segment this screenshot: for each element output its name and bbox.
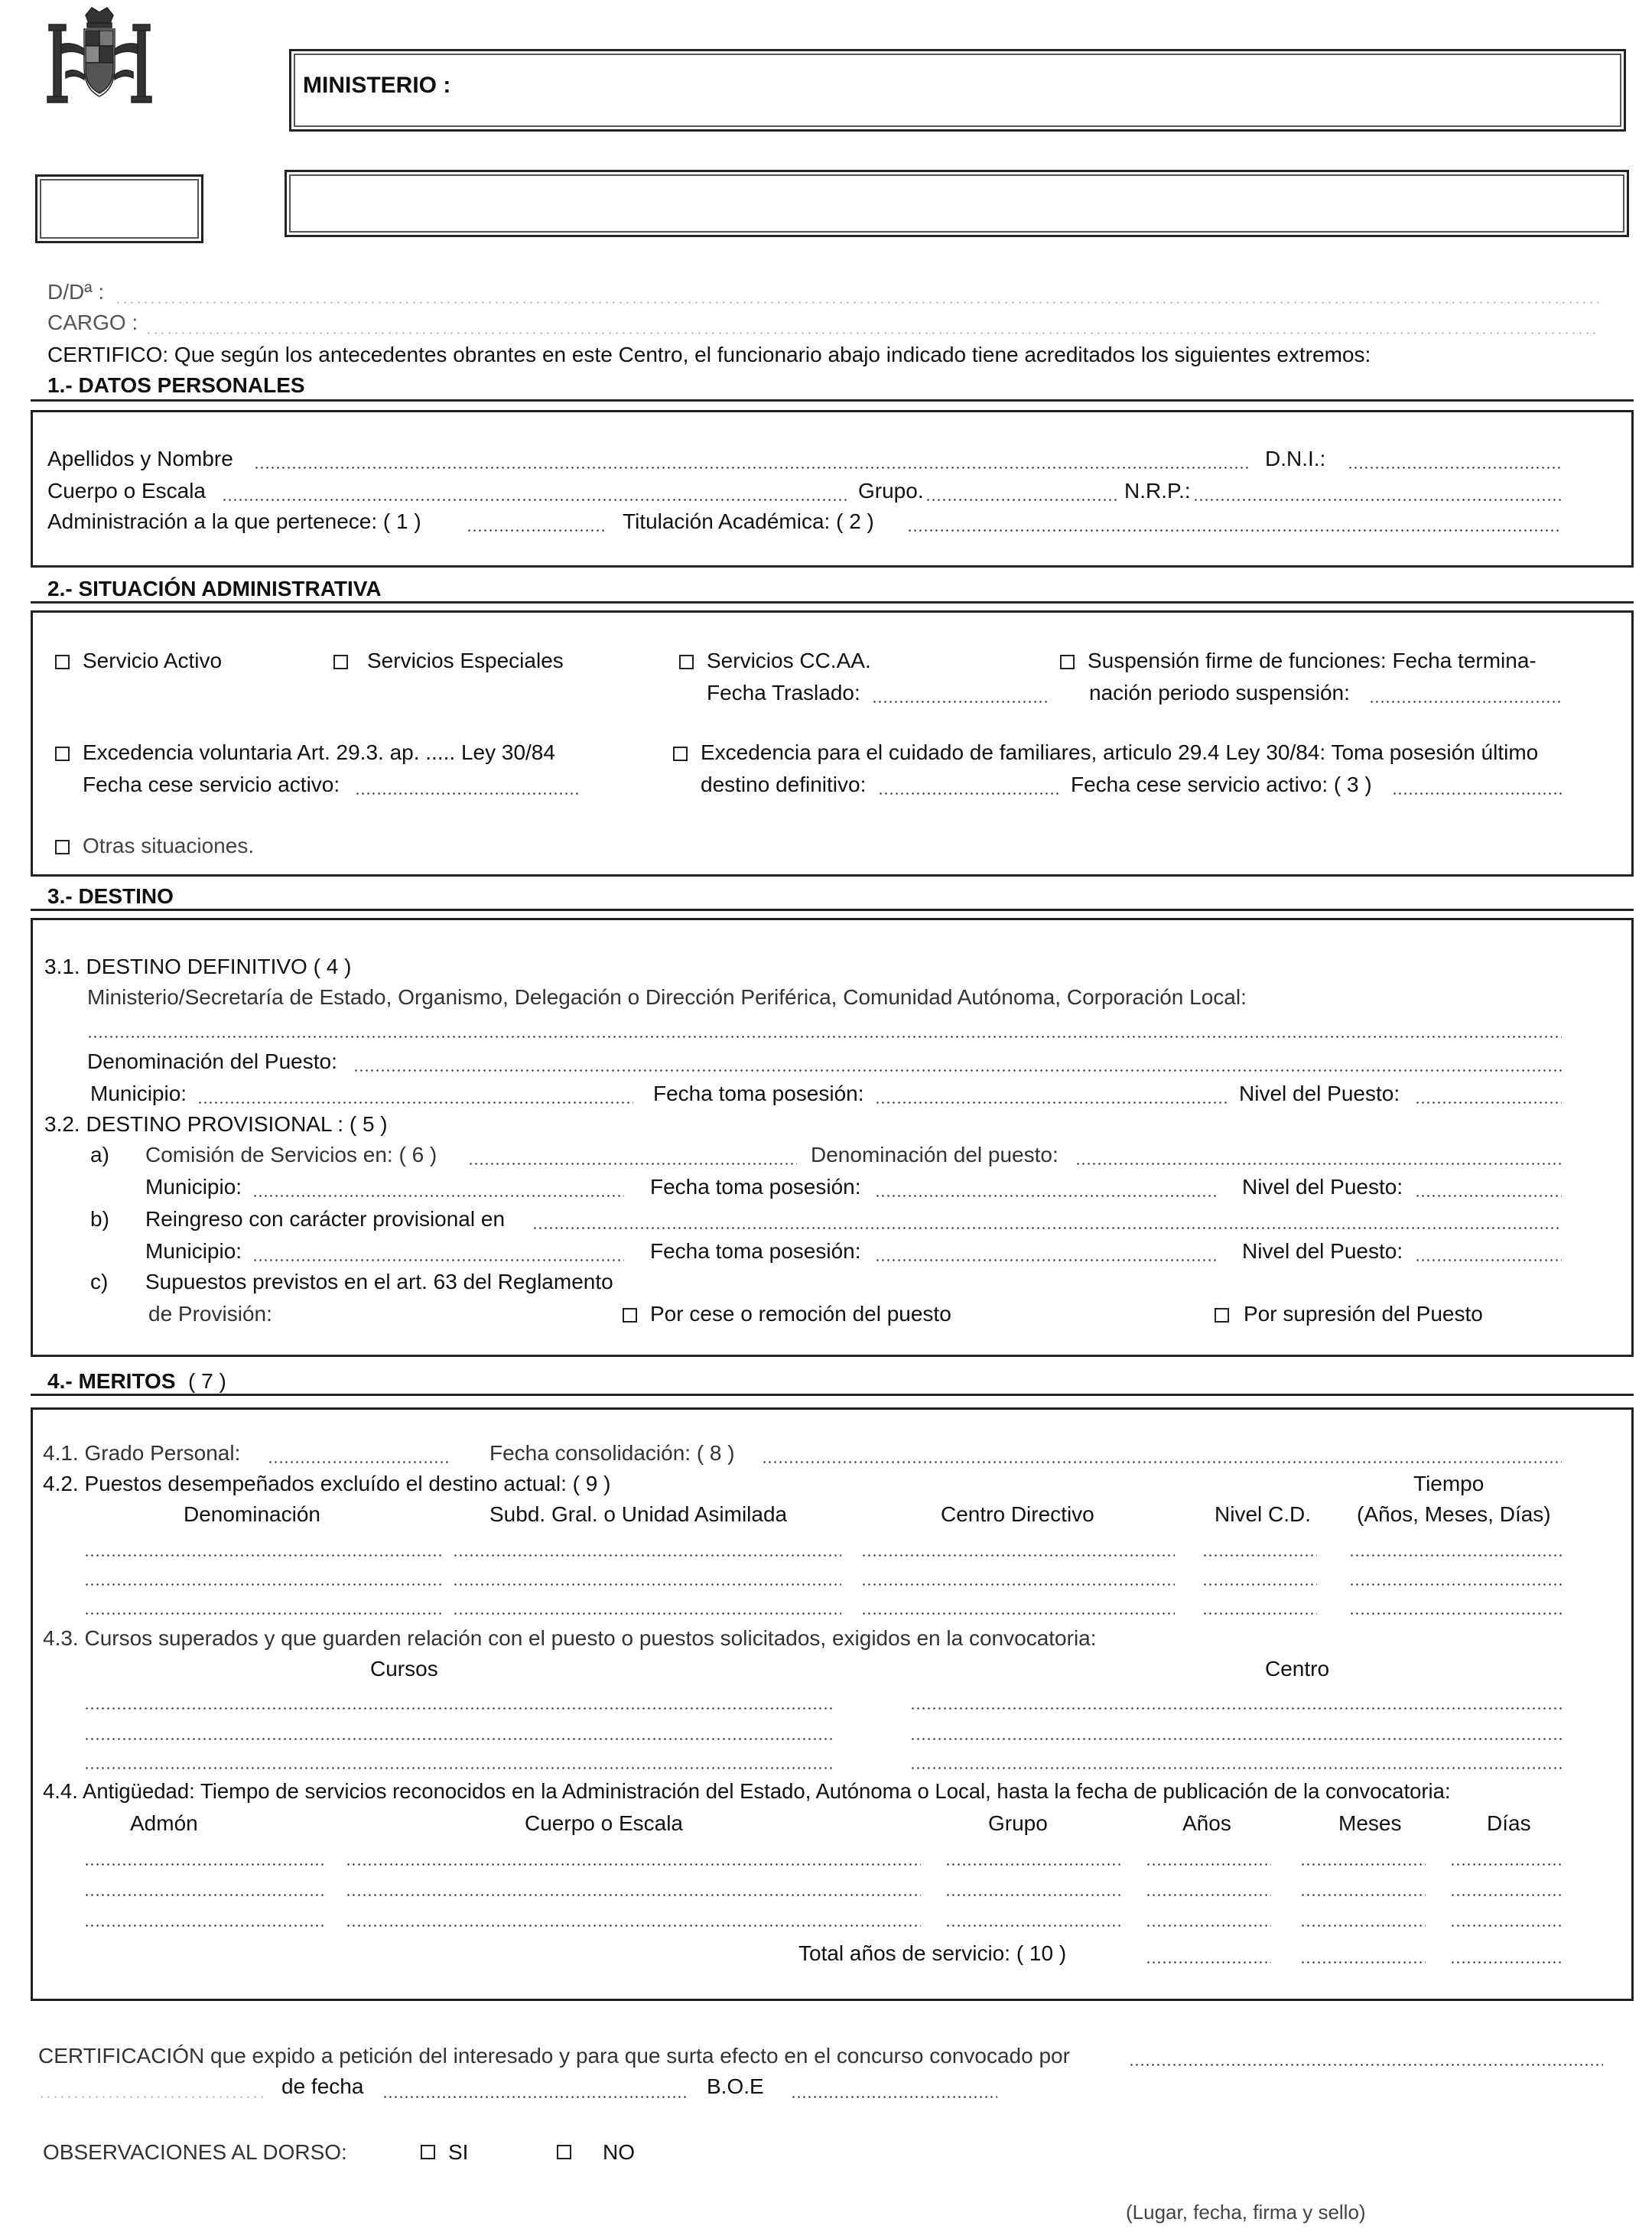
section-1-box	[31, 410, 1634, 568]
ministerio-organismo-field[interactable]	[87, 1036, 1562, 1038]
antiguedad-row-1-cuerpo[interactable]	[346, 1863, 921, 1866]
excedencia-voluntaria-label-2: Fecha cese servicio activo:	[83, 773, 340, 796]
servicio-activo-checkbox[interactable]	[55, 655, 70, 669]
provisional-a-municipio-field[interactable]	[252, 1195, 624, 1197]
denominacion-puesto-field[interactable]	[353, 1069, 1562, 1072]
antiguedad-row-1-admon[interactable]	[84, 1863, 326, 1866]
col-denominacion: Denominación	[184, 1502, 320, 1526]
nrp-label: N.R.P.:	[1124, 479, 1191, 503]
section-2-title: 2.- SITUACIÓN ADMINISTRATIVA	[47, 577, 382, 600]
total-anos-label: Total años de servicio: ( 10 )	[798, 1941, 1067, 1965]
col-centro-directivo: Centro Directivo	[941, 1502, 1094, 1526]
reingreso-label: Reingreso con carácter provisional en	[145, 1207, 506, 1231]
provisional-a-fecha-toma-label: Fecha toma posesión:	[650, 1175, 861, 1199]
cargo-field[interactable]	[145, 332, 1598, 334]
col-grupo: Grupo	[988, 1811, 1048, 1835]
titulacion-field[interactable]	[907, 529, 1562, 532]
destino-definitivo-field[interactable]	[878, 792, 1062, 795]
code-box[interactable]	[35, 174, 203, 243]
grado-personal-label: 4.1. Grado Personal:	[43, 1441, 241, 1465]
antiguedad-row-1-anos[interactable]	[1146, 1863, 1271, 1866]
excedencia-familiares-label-2b: Fecha cese servicio activo: ( 3 )	[1071, 773, 1372, 796]
apellidos-field[interactable]	[254, 467, 1248, 469]
section-1-title: 1.- DATOS PERSONALES	[47, 373, 305, 397]
col-centro: Centro	[1265, 1657, 1330, 1681]
ministerio-label: MINISTERIO :	[303, 73, 451, 98]
section-1-underline	[31, 399, 1634, 402]
provisional-b-municipio-field[interactable]	[252, 1259, 624, 1261]
de-fecha-label: de fecha	[281, 2074, 364, 2098]
total-dias-field[interactable]	[1450, 1961, 1562, 1964]
excedencia-familiares-label-1: Excedencia para el cuidado de familiares, articulo 29.4 Ley 30/84: Toma posesión último	[701, 740, 1539, 764]
fecha-traslado-label: Fecha Traslado:	[707, 681, 860, 704]
fecha-consolidacion-label: Fecha consolidación: ( 8 )	[489, 1441, 735, 1465]
fecha-consolidacion-field[interactable]	[762, 1461, 1562, 1463]
boe-field[interactable]	[791, 2096, 997, 2098]
definitivo-municipio-field[interactable]	[197, 1101, 633, 1104]
de-fecha-field[interactable]	[382, 2096, 688, 2098]
destino-definitivo-heading: 3.1. DESTINO DEFINITIVO ( 4 )	[44, 955, 352, 978]
por-supresion-checkbox[interactable]	[1215, 1308, 1229, 1323]
cursos-row-2-centro[interactable]	[910, 1738, 1562, 1740]
item-a-label: a)	[90, 1143, 109, 1166]
provisional-a-nivel-field[interactable]	[1415, 1195, 1562, 1197]
provisional-b-nivel-label: Nivel del Puesto:	[1242, 1239, 1403, 1263]
titulacion-label: Titulación Académica: ( 2 )	[623, 509, 874, 533]
provisional-a-nivel-label: Nivel del Puesto:	[1242, 1175, 1403, 1199]
puestos-row-2-subd[interactable]	[453, 1583, 841, 1586]
servicios-especiales-label: Servicios Especiales	[367, 649, 564, 672]
concurso-field[interactable]	[1129, 2064, 1603, 2066]
suspension-label-2: nación periodo suspensión:	[1089, 681, 1350, 704]
reingreso-field[interactable]	[532, 1227, 1562, 1229]
tiempo-header: Tiempo	[1413, 1472, 1485, 1495]
puestos-row-1-centro[interactable]	[861, 1554, 1175, 1557]
denominacion-puesto-label: Denominación del Puesto:	[87, 1049, 337, 1073]
antiguedad-row-2-dias[interactable]	[1450, 1894, 1562, 1896]
puestos-row-3-nivel[interactable]	[1202, 1612, 1317, 1615]
cursos-row-3-curso[interactable]	[84, 1767, 834, 1769]
observaciones-no-label: NO	[603, 2140, 635, 2164]
antiguedad-row-3-grupo[interactable]	[945, 1925, 1123, 1927]
section-4-box	[31, 1407, 1634, 2001]
observaciones-no-checkbox[interactable]	[557, 2145, 571, 2159]
provisional-a-municipio-label: Municipio:	[145, 1175, 242, 1199]
provisional-b-nivel-field[interactable]	[1415, 1259, 1562, 1261]
certificacion-text: CERTIFICACIÓN que expido a petición del interesado y para que surta efecto en el concurso convocado por	[38, 2044, 1070, 2068]
observaciones-label: OBSERVACIONES AL DORSO:	[43, 2140, 347, 2164]
otras-situaciones-checkbox[interactable]	[55, 840, 70, 854]
observaciones-si-checkbox[interactable]	[421, 2145, 435, 2159]
antiguedad-label: 4.4. Antigüedad: Tiempo de servicios reconocidos en la Administración del Estado, Autónoma o Local, hasta la fecha de publicación de la convocatoria:	[43, 1779, 1451, 1803]
total-meses-field[interactable]	[1300, 1961, 1426, 1964]
antiguedad-row-2-anos[interactable]	[1146, 1894, 1271, 1896]
definitivo-nivel-label: Nivel del Puesto:	[1239, 1082, 1400, 1105]
antiguedad-row-1-meses[interactable]	[1300, 1863, 1426, 1866]
item-b-label: b)	[90, 1207, 109, 1231]
cursos-superados-label: 4.3. Cursos superados y que guarden relación con el puesto o puestos solicitados, exigidos en la convocatoria:	[43, 1626, 1097, 1650]
cuerpo-label: Cuerpo o Escala	[47, 479, 206, 503]
definitivo-fecha-toma-label: Fecha toma posesión:	[653, 1082, 864, 1105]
suspension-checkbox[interactable]	[1060, 655, 1075, 669]
ministerio-box[interactable]	[289, 49, 1626, 132]
section-4-underline	[31, 1394, 1634, 1396]
supuestos-label-2: de Provisión:	[148, 1302, 272, 1326]
servicios-especiales-checkbox[interactable]	[333, 655, 348, 669]
puestos-row-3-subd[interactable]	[453, 1612, 841, 1615]
antiguedad-row-1-dias[interactable]	[1450, 1863, 1562, 1866]
total-anos-field[interactable]	[1146, 1961, 1271, 1964]
puestos-desempenados-label: 4.2. Puestos desempeñados excluído el destino actual: ( 9 )	[43, 1472, 611, 1495]
dni-field[interactable]	[1348, 467, 1562, 469]
servicio-activo-label: Servicio Activo	[83, 649, 223, 672]
puestos-row-3-tiempo[interactable]	[1349, 1612, 1562, 1615]
antiguedad-row-3-meses[interactable]	[1300, 1925, 1426, 1927]
cursos-row-3-centro[interactable]	[910, 1767, 1562, 1769]
antiguedad-row-1-grupo[interactable]	[945, 1863, 1123, 1866]
excedencia-voluntaria-label-1: Excedencia voluntaria Art. 29.3. ap. ..... Ley 30/84	[83, 740, 555, 764]
lugar-fecha-firma-label: (Lugar, fecha, firma y sello)	[1126, 2201, 1366, 2224]
ministerio-organismo-label: Ministerio/Secretaría de Estado, Organismo, Delegación o Dirección Periférica, Comunidad Autónoma, Corporación Local:	[87, 985, 1247, 1009]
suspension-field[interactable]	[1369, 701, 1562, 703]
puestos-row-1-tiempo[interactable]	[1349, 1554, 1562, 1557]
puestos-row-2-denominacion[interactable]	[84, 1583, 442, 1586]
section-4-note: ( 7 )	[188, 1369, 226, 1393]
provisional-b-fecha-toma-label: Fecha toma posesión:	[650, 1239, 861, 1263]
otras-situaciones-label: Otras situaciones.	[83, 834, 255, 857]
antiguedad-row-3-dias[interactable]	[1450, 1925, 1562, 1927]
grado-personal-field[interactable]	[268, 1461, 451, 1463]
col-dias: Días	[1487, 1811, 1531, 1835]
suspension-label-1: Suspensión firme de funciones: Fecha termina-	[1088, 649, 1537, 672]
puestos-row-2-nivel[interactable]	[1202, 1583, 1317, 1586]
grupo-label: Grupo.	[858, 479, 924, 503]
excedencia-voluntaria-checkbox[interactable]	[55, 747, 70, 761]
definitivo-municipio-label: Municipio:	[90, 1082, 187, 1105]
cursos-row-1-curso[interactable]	[84, 1707, 834, 1710]
col-meses: Meses	[1338, 1811, 1402, 1835]
excedencia-voluntaria-field[interactable]	[355, 792, 581, 795]
servicios-ccaa-label: Servicios CC.AA.	[707, 649, 871, 672]
puestos-row-2-tiempo[interactable]	[1349, 1583, 1562, 1586]
cargo-label: CARGO :	[47, 311, 138, 334]
section-3-underline	[31, 909, 1634, 911]
cursos-row-2-curso[interactable]	[84, 1738, 834, 1740]
col-cursos: Cursos	[370, 1657, 438, 1681]
col-anos: Años	[1182, 1811, 1231, 1835]
puestos-row-3-denominacion[interactable]	[84, 1612, 442, 1615]
antiguedad-row-2-grupo[interactable]	[945, 1894, 1123, 1896]
puestos-row-1-denominacion[interactable]	[84, 1554, 442, 1557]
certifico-text: CERTIFICO: Que según los antecedentes obrantes en este Centro, el funcionario abajo indicado tiene acreditados los siguientes extremos:	[47, 343, 1371, 366]
comision-label: Comisión de Servicios en: ( 6 )	[145, 1143, 437, 1166]
cursos-row-1-centro[interactable]	[910, 1707, 1562, 1710]
antiguedad-row-2-cuerpo[interactable]	[346, 1894, 921, 1896]
supuestos-label-1: Supuestos previstos en el art. 63 del Reglamento	[145, 1270, 613, 1293]
col-anos-meses-dias: (Años, Meses, Días)	[1357, 1502, 1551, 1526]
definitivo-nivel-field[interactable]	[1415, 1101, 1562, 1104]
nrp-field[interactable]	[1193, 499, 1562, 501]
antiguedad-row-3-admon[interactable]	[84, 1925, 326, 1927]
servicios-ccaa-checkbox[interactable]	[679, 655, 694, 669]
section-4-title: 4.- MERITOS	[47, 1369, 176, 1393]
denominacion-del-puesto-label: Denominación del puesto:	[811, 1143, 1059, 1166]
administracion-field[interactable]	[467, 529, 604, 532]
antiguedad-row-3-anos[interactable]	[1146, 1925, 1271, 1927]
por-cese-label: Por cese o remoción del puesto	[650, 1302, 951, 1326]
col-admon: Admón	[130, 1811, 198, 1835]
apellidos-label: Apellidos y Nombre	[47, 447, 233, 470]
section-3-title: 3.- DESTINO	[47, 884, 174, 908]
cuerpo-field[interactable]	[222, 499, 849, 501]
por-supresion-label: Por supresión del Puesto	[1244, 1302, 1483, 1326]
por-cese-checkbox[interactable]	[623, 1308, 637, 1323]
denominacion-del-puesto-field[interactable]	[1075, 1163, 1562, 1165]
concurso-field-continued[interactable]	[38, 2096, 268, 2098]
dd-field[interactable]	[115, 301, 1598, 304]
col-nivel-cd: Nivel C.D.	[1215, 1502, 1312, 1526]
antiguedad-row-2-meses[interactable]	[1300, 1894, 1426, 1896]
grupo-field[interactable]	[925, 499, 1117, 501]
antiguedad-row-3-cuerpo[interactable]	[346, 1925, 921, 1927]
comision-field[interactable]	[468, 1163, 797, 1165]
coat-of-arms-icon	[38, 6, 161, 117]
col-subd-gral: Subd. Gral. o Unidad Asimilada	[489, 1502, 788, 1526]
col-cuerpo-escala: Cuerpo o Escala	[525, 1811, 684, 1835]
item-c-label: c)	[90, 1270, 109, 1293]
administracion-label: Administración a la que pertenece: ( 1 )	[47, 509, 421, 533]
puestos-row-1-nivel[interactable]	[1202, 1554, 1317, 1557]
puestos-row-1-subd[interactable]	[453, 1554, 841, 1557]
provisional-b-municipio-label: Municipio:	[145, 1239, 242, 1263]
boe-label: B.O.E	[707, 2074, 764, 2098]
puestos-row-2-centro[interactable]	[861, 1583, 1175, 1586]
dd-label: D/Dª :	[47, 280, 105, 304]
section-2-underline	[31, 601, 1634, 604]
fecha-traslado-field[interactable]	[872, 701, 1048, 703]
puestos-row-3-centro[interactable]	[861, 1612, 1175, 1615]
provisional-b-fecha-toma-field[interactable]	[875, 1259, 1219, 1261]
unit-box[interactable]	[285, 170, 1629, 237]
definitivo-fecha-toma-field[interactable]	[875, 1101, 1227, 1104]
excedencia-familiares-checkbox[interactable]	[673, 747, 688, 761]
provisional-a-fecha-toma-field[interactable]	[875, 1195, 1219, 1197]
dni-label: D.N.I.:	[1265, 447, 1326, 470]
observaciones-si-label: SI	[448, 2140, 469, 2164]
excedencia-familiares-label-2a: destino definitivo:	[701, 773, 867, 796]
antiguedad-row-2-admon[interactable]	[84, 1894, 326, 1896]
destino-provisional-heading: 3.2. DESTINO PROVISIONAL : ( 5 )	[44, 1112, 388, 1136]
fecha-cese-field[interactable]	[1392, 792, 1562, 795]
